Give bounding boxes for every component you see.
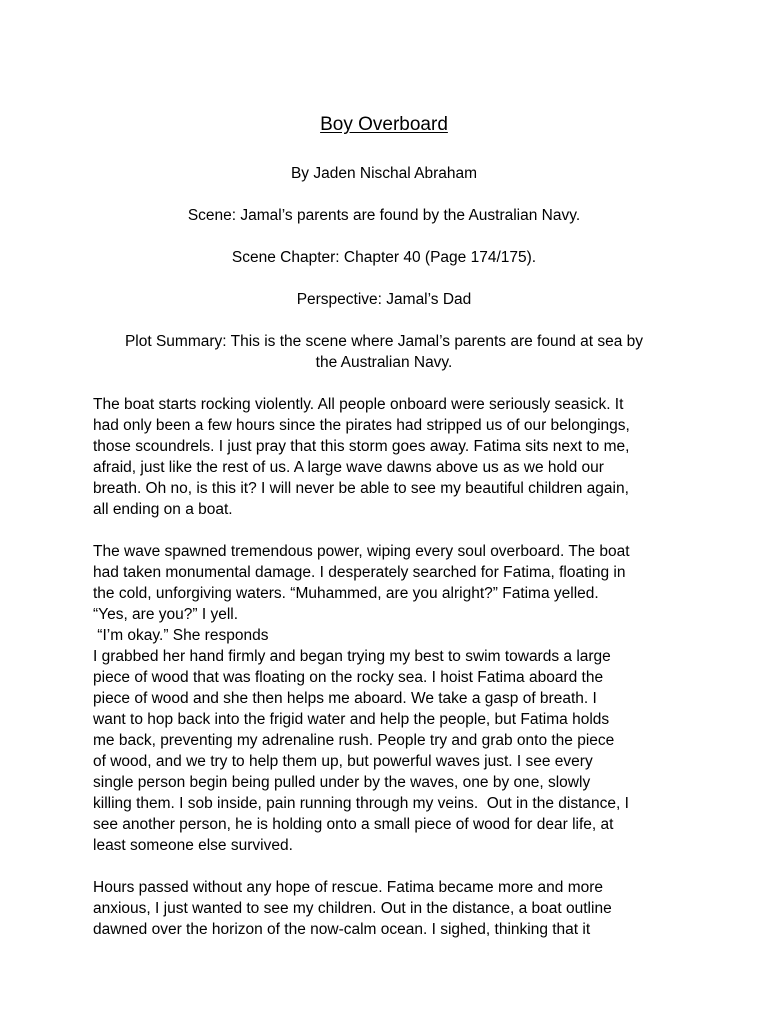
plot-summary-line: Plot Summary: This is the scene where Jamal’s parents are found at sea by [124,333,644,350]
author-line: By Jaden Nischal Abraham [290,165,478,182]
paragraph-2-line: The wave spawned tremendous power, wiping every soul overboard. The boat [93,543,630,560]
paragraph-2-line: want to hop back into the frigid water and help the people, but Fatima holds [93,711,610,728]
scene-line: Scene: Jamal’s parents are found by the Australian Navy. [187,207,581,224]
paragraph-3-line: Hours passed without any hope of rescue. Fatima became more and more [93,879,604,896]
paragraph-1-line: The boat starts rocking violently. All people onboard were seriously seasick. It [93,396,624,413]
paragraph-2-line: killing them. I sob inside, pain running through my veins. Out in the distance, I [93,795,629,812]
paragraph-2-line: the cold, unforgiving waters. “Muhammed, are you alright?” Fatima yelled. [93,585,599,602]
paragraph-1-line: those scoundrels. I just pray that this storm goes away. Fatima sits next to me, [93,438,630,455]
paragraph-2-line: “I’m okay.” She responds [93,627,269,644]
paragraph-2-line: me back, preventing my adrenaline rush. People try and grab onto the piece [93,732,615,749]
paragraph-2-line: of wood, and we try to help them up, but powerful waves just. I see every [93,753,593,770]
paragraph-1-line: afraid, just like the rest of us. A large wave dawns above us as we hold our [93,459,604,476]
paragraph-3-line: anxious, I just wanted to see my children. Out in the distance, a boat outline [93,900,612,917]
paragraph-1-line: breath. Oh no, is this it? I will never be able to see my beautiful children again, [93,480,629,497]
paragraph-2-line: see another person, he is holding onto a small piece of wood for dear life, at [93,816,614,833]
paragraph-2-line: piece of wood that was floating on the rocky sea. I hoist Fatima aboard the [93,669,604,686]
plot-summary-line: the Australian Navy. [315,354,453,371]
paragraph-1-line: all ending on a boat. [93,501,233,518]
perspective-line: Perspective: Jamal’s Dad [296,291,472,308]
document-title: Boy Overboard [320,114,448,135]
paragraph-2-line: single person begin being pulled under by the waves, one by one, slowly [93,774,591,791]
paragraph-2-line: least someone else survived. [93,837,293,854]
paragraph-2-line: had taken monumental damage. I desperately searched for Fatima, floating in [93,564,626,581]
paragraph-2-line: “Yes, are you?” I yell. [93,606,239,623]
paragraph-2-line: I grabbed her hand firmly and began trying my best to swim towards a large [93,648,611,665]
paragraph-1-line: had only been a few hours since the pirates had stripped us of our belongings, [93,417,630,434]
scene-chapter-line: Scene Chapter: Chapter 40 (Page 174/175). [231,249,537,266]
paragraph-2-line: piece of wood and she then helps me aboard. We take a gasp of breath. I [93,690,597,707]
paragraph-3-line: dawned over the horizon of the now-calm ocean. I sighed, thinking that it [93,921,591,938]
